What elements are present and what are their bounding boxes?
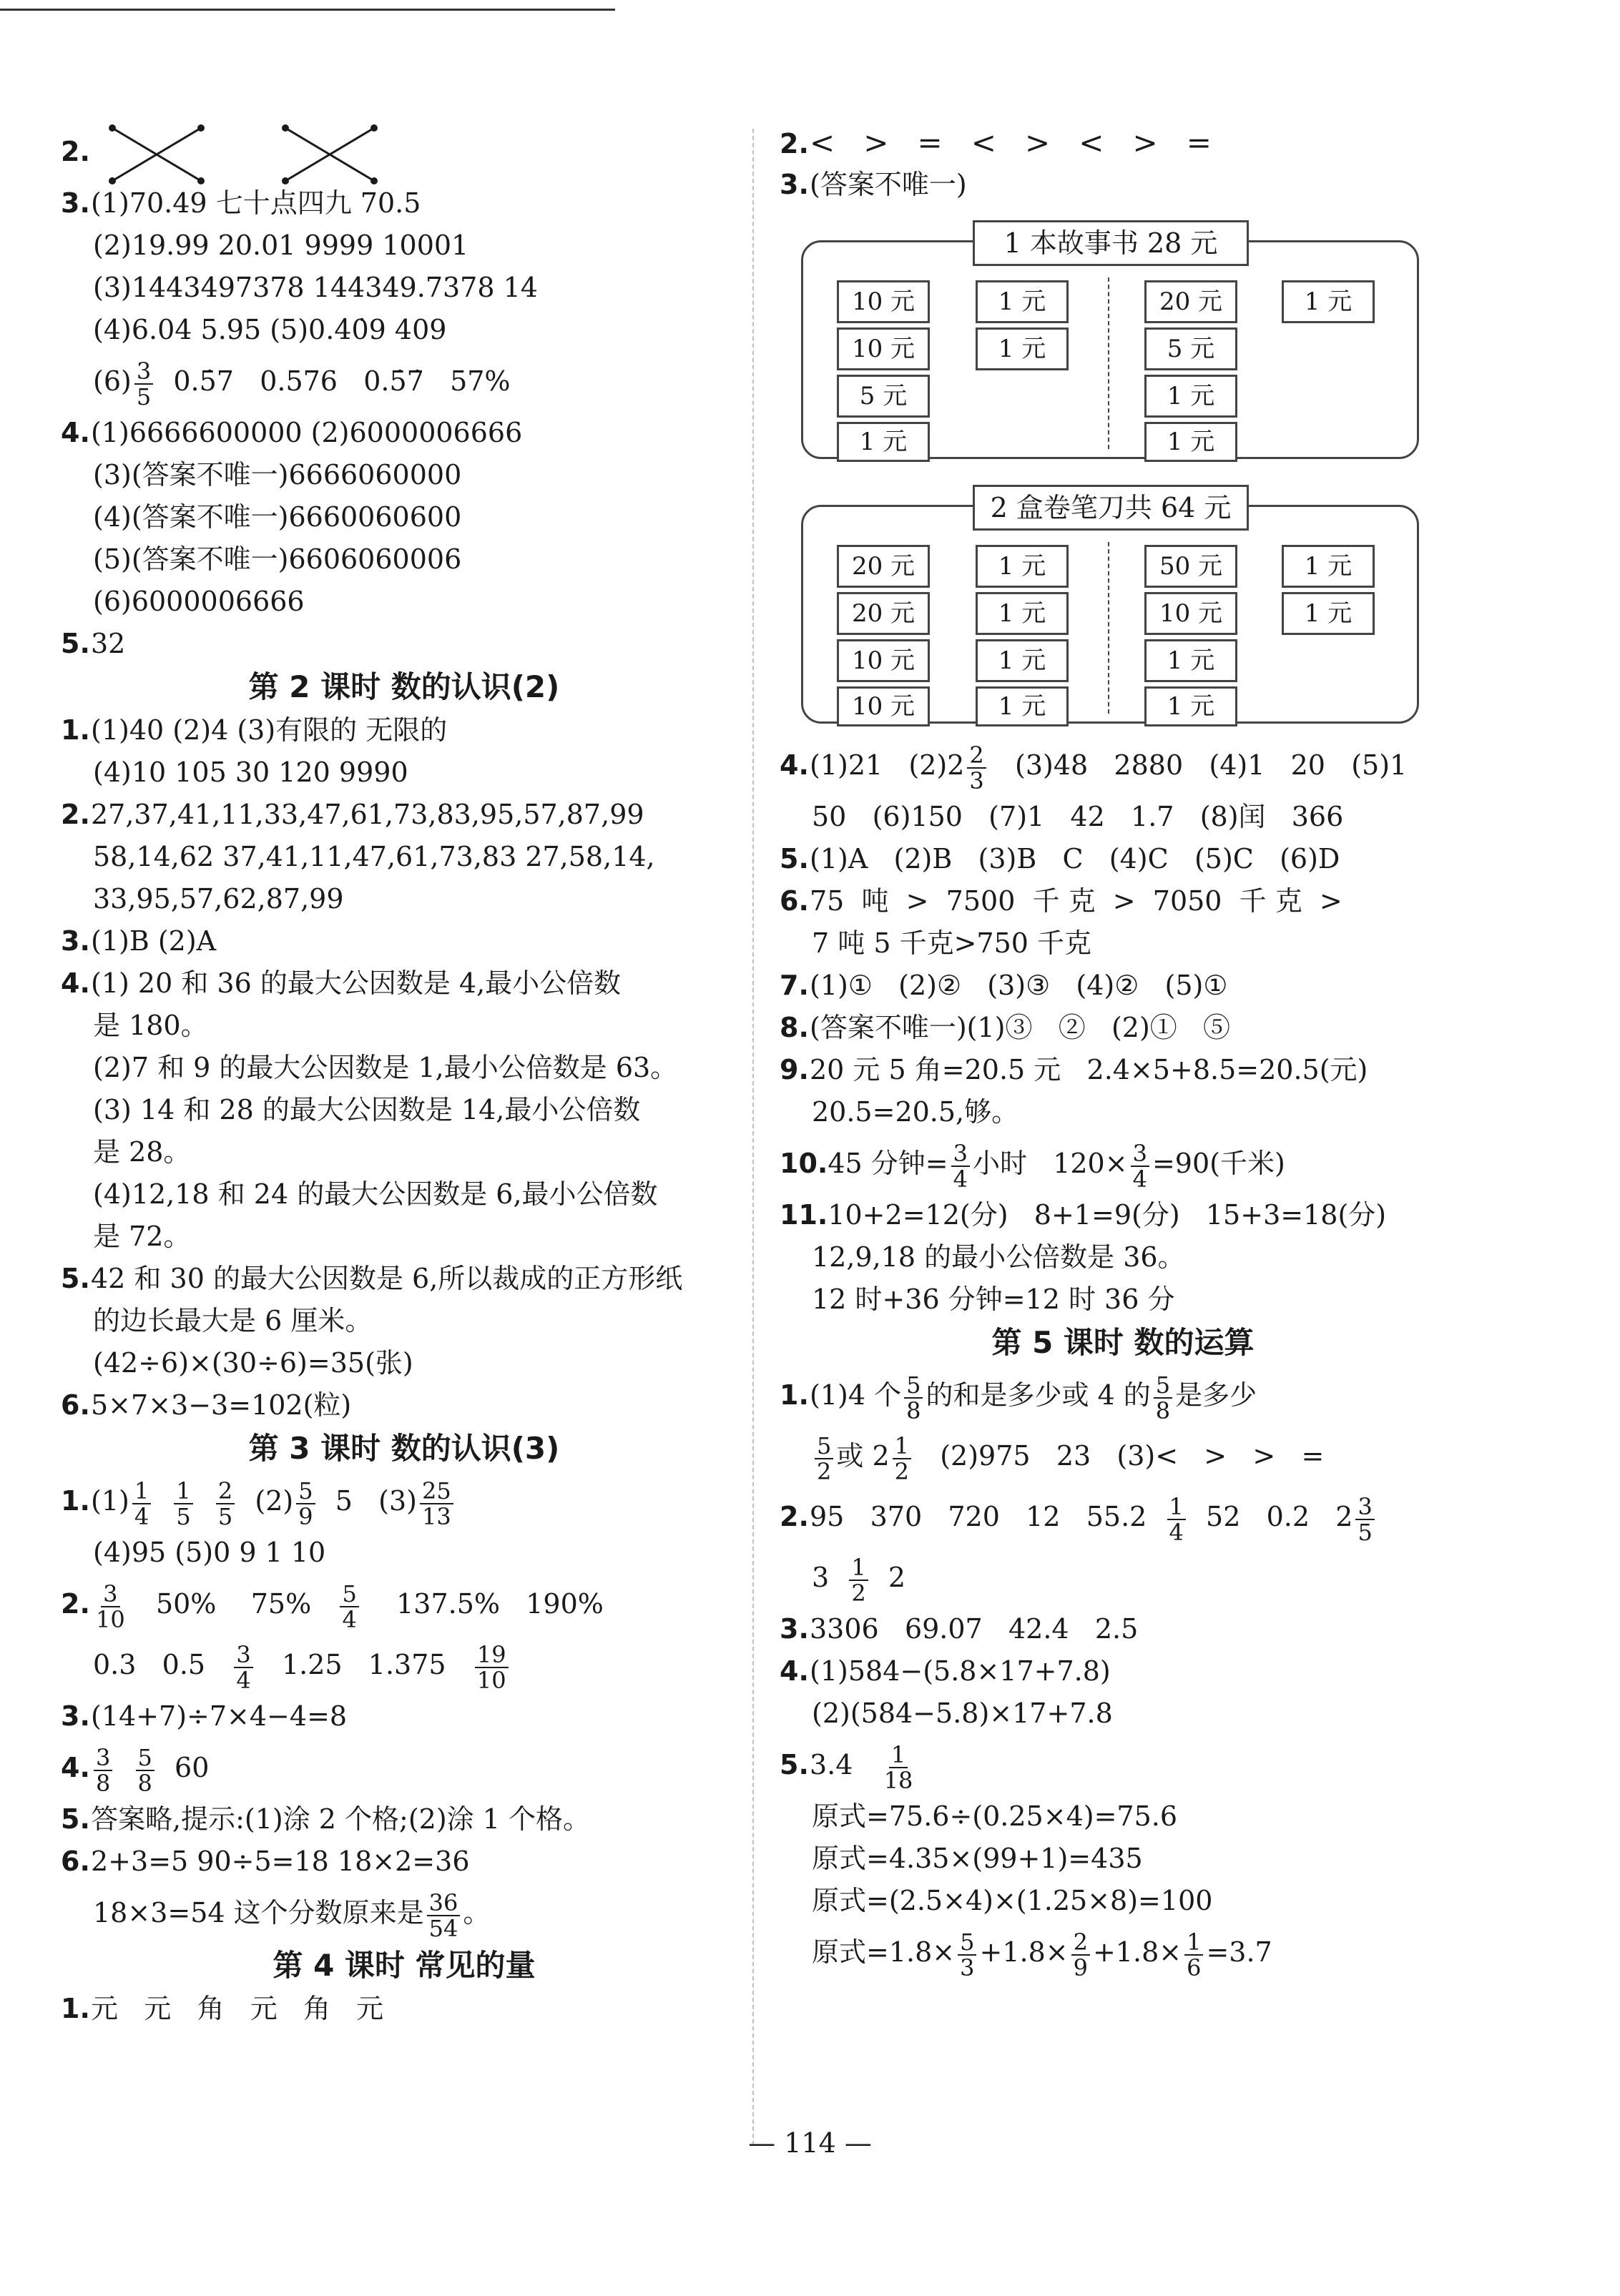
q-label: 9. [780,1054,809,1085]
numerator: 5 [296,1479,315,1504]
q-label: 5. [61,628,90,659]
fraction [1167,1494,1186,1544]
r-q2-line [780,122,1466,164]
money-note: 1 元 [837,422,930,462]
money-note: 1 元 [1144,686,1237,726]
r-q10-line [780,1133,1466,1194]
s2-q4-line-2: 是 180。 [93,1010,208,1041]
s2-q6-line [61,1384,747,1427]
answer-text: (1)A (2)B (3)B C (4)C (5)C (6)D [810,843,1340,874]
q-label: 5. [61,1263,90,1294]
fraction [815,1434,833,1484]
s2-q5-line-1 [61,1258,747,1300]
numerator: 36 [427,1891,461,1916]
section-heading-2: 第 2 课时 数的认识(2) [248,669,560,704]
answer-text: 3.4 [810,1749,853,1780]
q-label: 6. [61,1389,90,1421]
q-label: 4. [61,417,90,448]
q-label: 4. [61,967,90,999]
answer-text: 32 [91,628,126,659]
denominator: 54 [428,1914,458,1942]
q-label: 2. [61,799,90,830]
q-label: 3. [61,187,90,219]
section-heading-5: 第 5 课时 数的运算 [991,1325,1255,1360]
money-note: 1 元 [976,686,1069,726]
money-note: 1 元 [976,545,1069,588]
q-label: 5. [780,843,809,874]
numerator: 1 [1184,1930,1203,1956]
fraction [1184,1930,1203,1980]
answer-text: 52 0.2 2 [1188,1501,1353,1532]
q4-line-5: (6)6000006666 [93,586,305,617]
answer-text: (答案不唯一)(1)③ ② (2)① ⑤ [810,1012,1231,1043]
r-q5-line [780,838,1466,880]
answer-text: (1) 20 和 36 的最大公因数是 4,最小公倍数 [91,967,622,999]
denominator: 4 [134,1502,149,1530]
r-q11-line-3: 12 时+36 分钟=12 时 36 分 [812,1284,1175,1315]
answer-text: 10+2=12(分) 8+1=9(分) 15+3=18(分) [828,1199,1387,1231]
numerator: 5 [904,1373,923,1399]
denominator: 13 [422,1502,451,1530]
answer-text: 2+3=5 90÷5=18 18×2=36 [91,1846,470,1877]
money-box-title: 1 本故事书 28 元 [973,220,1249,266]
s2-q2-line-3: 33,95,57,62,87,99 [93,883,344,915]
denominator: 10 [476,1666,506,1694]
numerator: 5 [958,1930,976,1956]
denominator: 2 [851,1579,866,1607]
denominator: 6 [1187,1953,1202,1981]
s5-q2-line-2 [780,1547,1466,1608]
answer-text: (1) [91,1485,129,1517]
denominator: 10 [96,1605,125,1633]
denominator: 4 [953,1165,968,1193]
denominator: 3 [969,767,984,794]
numerator: 3 [134,359,153,385]
denominator: 8 [1155,1396,1171,1424]
cross-lines-2-icon [280,122,380,187]
numerator: 3 [1355,1494,1374,1520]
right-column [780,122,1466,1983]
r-q9-line-1 [780,1049,1466,1091]
s3-q5-line [61,1798,747,1841]
fraction [958,1930,976,1980]
denominator: 8 [906,1396,921,1424]
q-label: 4. [780,1655,809,1687]
numerator: 25 [420,1479,453,1504]
denominator: 3 [960,1953,975,1981]
numerator: 1 [132,1479,151,1504]
s5-q5-line-4: 原式=(2.5×4)×(1.25×8)=100 [812,1885,1213,1916]
answer-text: 50% 75% [129,1588,312,1620]
s3-q2-line-2 [61,1635,747,1695]
answer-text: (1)21 (2)2 [810,749,965,781]
section-heading-3: 第 3 课时 数的认识(3) [248,1431,560,1466]
q-label: 5. [61,1803,90,1835]
numerator: 5 [1154,1373,1172,1399]
q3-line-2: (2)19.99 20.01 9999 10001 [93,230,469,261]
r-q4-line-2: 50 (6)150 (7)1 42 1.7 (8)闰 366 [812,801,1344,832]
fraction [132,1479,151,1529]
fraction [94,1745,112,1795]
s5-q1-line-1 [780,1365,1466,1426]
r-q3-line [780,164,1466,206]
denominator: 4 [1132,1165,1147,1193]
q-label: 5. [780,1749,809,1780]
money-note: 1 元 [976,280,1069,323]
s2-q4-line-7: 是 72。 [93,1221,191,1252]
answer-text: 75 吨 > 7500 千 克 > 7050 千 克 > [810,885,1342,917]
fraction [216,1479,235,1529]
s4-q1-line [61,1988,747,2030]
q-label: 6. [61,1846,90,1877]
answer-text: 5 (3) [318,1485,418,1517]
q3-line-1 [61,182,747,225]
q-label: 1. [61,1993,90,2024]
s5-q5-line-2: 原式=75.6÷(0.25×4)=75.6 [812,1800,1178,1832]
s3-q6-line-1 [61,1841,747,1883]
denominator: 5 [136,383,152,410]
left-column [61,122,747,2030]
answer-text: 。 [463,1897,491,1928]
numerator: 2 [216,1479,235,1504]
numerator: 5 [815,1434,833,1459]
numerator: 2 [967,743,986,769]
r-q4-line-1 [780,735,1466,796]
money-note: 5 元 [1144,327,1237,370]
money-note: 1 元 [1282,280,1375,323]
denominator: 18 [883,1766,913,1794]
q-label: 1. [61,1485,90,1517]
answer-text: 1.25 1.375 [255,1649,446,1680]
answer-text: 18×3=54 这个分数原来是 [93,1897,424,1928]
money-note: 10 元 [1144,592,1237,635]
s5-q3-line [780,1608,1466,1650]
denominator: 8 [96,1769,111,1797]
column-divider [752,129,754,2145]
s2-q2-line-2: 58,14,62 37,41,11,47,61,73,83 27,58,14, [93,841,655,872]
answer-text: 是多少 [1175,1379,1257,1411]
q4-line-1 [61,412,747,454]
denominator: 5 [1358,1518,1373,1546]
answer-text: 3306 69.07 42.4 2.5 [810,1613,1139,1645]
q-label: 2. [780,128,809,159]
q4-line-3: (4)(答案不唯一)6660060600 [93,501,462,533]
q-label: 7. [780,970,809,1001]
numerator: 19 [475,1642,509,1668]
q-label: 3. [780,1613,809,1645]
numerator: 3 [101,1582,119,1607]
money-note: 20 元 [837,592,930,635]
q-label: 2. [61,1588,90,1620]
top-rule [0,9,615,11]
s2-q4-line-3: (2)7 和 9 的最大公因数是 1,最小公倍数是 63。 [93,1052,678,1083]
s2-q1-line-2: (4)10 105 30 120 9990 [93,757,408,788]
answer-text: +1.8× [979,1936,1069,1968]
s2-q4-line-5: 是 28。 [93,1136,191,1168]
money-note: 1 元 [976,639,1069,682]
answer-text: 的和是多少或 4 的 [926,1379,1151,1411]
money-note: 20 元 [1144,280,1237,323]
s2-q4-line-4: (3) 14 和 28 的最大公因数是 14,最小公倍数 [93,1094,641,1125]
numerator: 3 [1131,1141,1149,1167]
s5-q5-line-5 [780,1922,1466,1983]
numerator: 2 [1071,1930,1090,1956]
answer-text: (答案不唯一) [810,169,967,200]
q-label: 3. [61,1700,90,1732]
numerator: 5 [340,1582,358,1607]
answer-text: (6) [93,365,132,397]
answer-text: (1)40 (2)4 (3)有限的 无限的 [91,714,448,746]
money-note: 1 元 [1282,592,1375,635]
answer-text: 5×7×3−3=102(粒) [91,1389,352,1421]
answer-text: =3.7 [1206,1936,1272,1968]
answer-text: (14+7)÷7×4−4=8 [91,1700,348,1732]
numerator: 3 [951,1141,970,1167]
denominator: 9 [1073,1953,1088,1981]
s3-q2-line-1 [61,1574,747,1635]
denominator: 9 [298,1502,313,1530]
answer-text: 20 元 5 角=20.5 元 2.4×5+8.5=20.5(元) [810,1054,1368,1085]
answer-text: +1.8× [1092,1936,1182,1968]
denominator: 2 [894,1457,909,1485]
money-note: 10 元 [837,327,930,370]
q-label: 3. [780,169,809,200]
answer-text: =90(千米) [1152,1148,1285,1179]
money-note: 1 元 [1144,375,1237,418]
answer-text: 45 分钟= [828,1148,948,1179]
s5-q5-line-3: 原式=4.35×(99+1)=435 [812,1843,1143,1874]
money-box-divider [1108,277,1109,449]
q4-line-4: (5)(答案不唯一)6606060006 [93,543,462,575]
money-note: 5 元 [837,375,930,418]
fraction [420,1479,453,1529]
r-q6-line-2: 7 吨 5 千克>750 千克 [812,927,1092,959]
money-box-2 [801,485,1416,721]
section-heading-4: 第 4 课时 常见的量 [273,1948,536,1983]
fraction [1154,1373,1172,1423]
fraction [1071,1930,1090,1980]
answer-text: < > = < > < > = [810,125,1212,160]
fraction [951,1141,970,1191]
answer-text: 原式=1.8× [812,1936,956,1968]
s5-q5-line-1 [780,1735,1466,1795]
q-label: 6. [780,885,809,917]
denominator: 5 [176,1502,191,1530]
s2-q4-line-1 [61,962,747,1005]
denominator: 4 [342,1605,357,1633]
answer-text: (2)975 23 (3)< > > = [913,1440,1325,1472]
answer-text: (3)48 2880 (4)1 20 (5)1 [988,749,1408,781]
denominator: 4 [1169,1518,1184,1546]
r-q7-line [780,965,1466,1007]
s2-q2-line-1 [61,794,747,836]
answer-text: (2) [237,1485,294,1517]
r-q9-line-2: 20.5=20.5,够。 [812,1096,1019,1128]
numerator: 3 [94,1745,112,1771]
q-label: 2. [61,136,90,167]
q4-line-2: (3)(答案不唯一)6666060000 [93,459,462,491]
answer-text: (1)① (2)② (3)③ (4)② (5)① [810,970,1228,1001]
q-label: 2. [780,1501,809,1532]
denominator: 8 [137,1769,152,1797]
s5-q4-line-1 [780,1650,1466,1693]
answer-text: (1)6666600000 (2)6000006666 [91,417,523,448]
denominator: 5 [217,1502,233,1530]
answer-text: 42 和 30 的最大公因数是 6,所以裁成的正方形纸 [91,1263,683,1294]
answer-text: 3 [812,1562,830,1593]
r-q11-line-2: 12,9,18 的最小公倍数是 36。 [812,1241,1185,1273]
fraction [134,359,153,409]
q3-line-5 [61,351,747,412]
answer-text: (1)B (2)A [91,925,217,957]
fraction [882,1740,915,1794]
numerator: 1 [889,1743,908,1768]
fraction [427,1888,461,1942]
money-box-title: 2 盒卷笔刀共 64 元 [973,485,1249,531]
q5-line [61,623,747,665]
money-note: 1 元 [1282,545,1375,588]
money-note: 20 元 [837,545,930,588]
money-note: 1 元 [1144,422,1237,462]
q-label: 8. [780,1012,809,1043]
fraction [967,743,986,793]
s5-q1-line-2 [780,1426,1466,1487]
fraction [1355,1494,1374,1544]
numerator: 1 [174,1479,192,1504]
s2-q4-line-6: (4)12,18 和 24 的最大公因数是 6,最小公倍数 [93,1178,658,1210]
s3-q4-line [61,1738,747,1798]
fraction [174,1479,192,1529]
q3-line-4: (4)6.04 5.95 (5)0.4̇0̇9 409 [93,314,447,345]
q-label: 10. [780,1148,828,1179]
money-note: 1 元 [976,592,1069,635]
s3-q1-line-1 [61,1471,747,1532]
numerator: 3 [234,1642,252,1668]
money-note: 50 元 [1144,545,1237,588]
cross-lines-1-icon [107,122,207,187]
answer-text: 或 2 [836,1440,890,1472]
numerator: 1 [893,1434,911,1459]
money-note: 10 元 [837,280,930,323]
q-label: 4. [780,749,809,781]
answer-text: 60 [157,1752,210,1783]
q-label: 11. [780,1199,828,1231]
money-note: 1 元 [1144,639,1237,682]
r-q11-line-1 [780,1194,1466,1236]
numerator: 1 [849,1555,868,1581]
answer-text: 0.3 0.5 [93,1649,206,1680]
r-q6-line-1 [780,880,1466,922]
s2-q1-line-1 [61,709,747,752]
s5-q4-line-2: (2)(584−5.8)×17+7.8 [812,1698,1113,1729]
fraction [475,1642,509,1693]
s2-q5-line-2: 的边长最大是 6 厘米。 [93,1305,373,1336]
answer-text: 27,37,41,11,33,47,61,73,83,95,57,87,99 [91,799,644,830]
fraction [1131,1141,1149,1191]
fraction [849,1555,868,1605]
s3-q6-line-2 [61,1883,747,1943]
fraction [234,1642,252,1693]
s3-q3-line [61,1695,747,1738]
answer-text: 小时 120× [972,1148,1128,1179]
answer-text: 2 [870,1562,906,1593]
answer-text: 元 元 角 元 角 元 [91,1993,384,2024]
q-label: 4. [61,1752,90,1783]
money-note: 10 元 [837,639,930,682]
s2-q5-line-3: (42÷6)×(30÷6)=35(张) [93,1347,413,1379]
denominator: 2 [817,1457,832,1485]
answer-text: (1)4 个 [810,1379,902,1411]
page-number: — 114 — [748,2127,872,2159]
q2-matching [61,122,747,182]
money-note: 10 元 [837,686,930,726]
fraction [893,1434,911,1484]
s5-q2-line-1 [780,1487,1466,1547]
fraction [904,1373,923,1423]
s2-q3-line [61,920,747,962]
money-box-divider [1108,542,1109,714]
numerator: 1 [1167,1494,1186,1520]
answer-text: (1)584−(5.8×17+7.8) [810,1655,1111,1687]
q-label: 3. [61,925,90,957]
answer-text: (1)70.49 七十点四九 70.5 [91,187,421,219]
money-box-1 [801,220,1416,456]
r-q8-line [780,1007,1466,1049]
q-label: 1. [780,1379,809,1411]
s3-q1-line-2: (4)95 (5)0 9 1 10 [93,1537,326,1568]
fraction [296,1479,315,1529]
q3-line-3: (3)1443497378 144349.7378 14 [93,272,538,303]
answer-text: 0.5̇7 0.576 0.5̇7̇ 57% [156,365,511,397]
fraction [94,1582,127,1632]
denominator: 4 [236,1666,251,1694]
answer-text: 答案略,提示:(1)涂 2 个格;(2)涂 1 个格。 [91,1803,591,1835]
answer-text: 95 370 720 12 55.2 [810,1501,1147,1532]
answer-text: 137.5% 190% [361,1588,604,1620]
fraction [340,1582,358,1632]
q-label: 1. [61,714,90,746]
numerator: 5 [136,1745,154,1771]
money-note: 1 元 [976,327,1069,370]
fraction [136,1745,154,1795]
